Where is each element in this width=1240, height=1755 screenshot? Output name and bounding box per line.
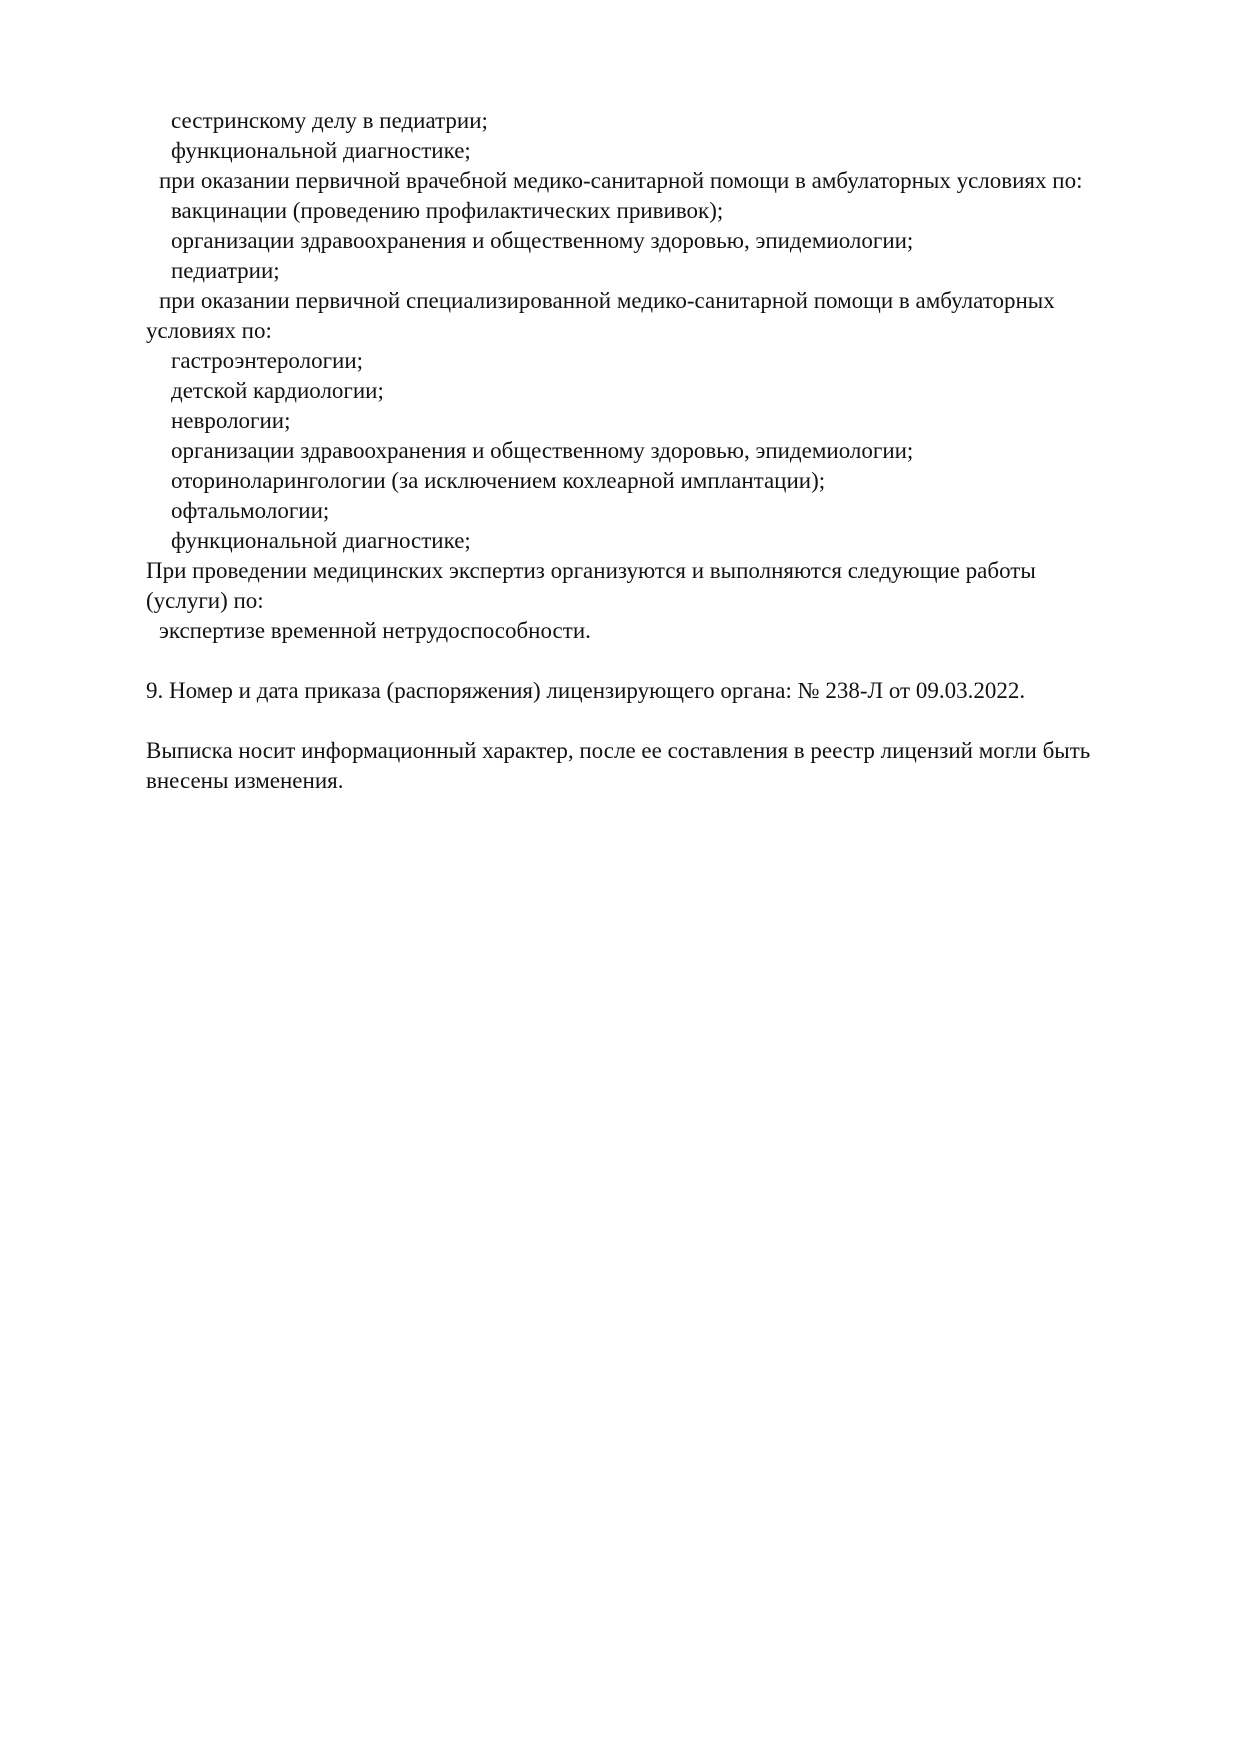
list-item: функциональной диагностике; — [171, 528, 471, 553]
list-item: экспертизе временной нетрудоспособности. — [159, 618, 591, 643]
section-heading: при оказании первичной специализированной медико-санитарной помощи в амбулаторных — [159, 288, 1055, 313]
list-item: педиатрии; — [171, 258, 280, 283]
text-line: функциональной диагностике; — [171, 138, 471, 163]
list-item: организации здравоохранения и общественному здоровью, эпидемиологии; — [171, 438, 914, 463]
section-heading: при оказании первичной врачебной медико-санитарной помощи в амбулаторных условиях по: — [159, 168, 1083, 193]
list-item: офтальмологии; — [171, 498, 330, 523]
list-item: неврологии; — [171, 408, 291, 433]
order-number-line: 9. Номер и дата приказа (распоряжения) лицензирующего органа: № 238-Л от 09.03.2022. — [146, 678, 1026, 703]
paragraph-spacer — [146, 706, 1186, 736]
section-heading-continued: условиях по: — [146, 318, 272, 343]
disclaimer-text-continued: внесены изменения. — [146, 768, 344, 793]
list-item: детской кардиологии; — [171, 378, 384, 403]
paragraph-spacer — [146, 646, 1186, 676]
list-item: оториноларингологии (за исключением кохлеарной имплантации); — [171, 468, 826, 493]
section-heading: При проведении медицинских экспертиз организуются и выполняются следующие работы — [146, 558, 1036, 583]
disclaimer-text: Выписка носит информационный характер, после ее составления в реестр лицензий могли быть — [146, 738, 1091, 763]
list-item: гастроэнтерологии; — [171, 348, 364, 373]
section-heading-continued: (услуги) по: — [146, 588, 264, 613]
text-line: сестринскому делу в педиатрии; — [171, 108, 488, 133]
list-item: организации здравоохранения и общественному здоровью, эпидемиологии; — [171, 228, 914, 253]
document-body — [146, 106, 1186, 796]
list-item: вакцинации (проведению профилактических прививок); — [171, 198, 724, 223]
